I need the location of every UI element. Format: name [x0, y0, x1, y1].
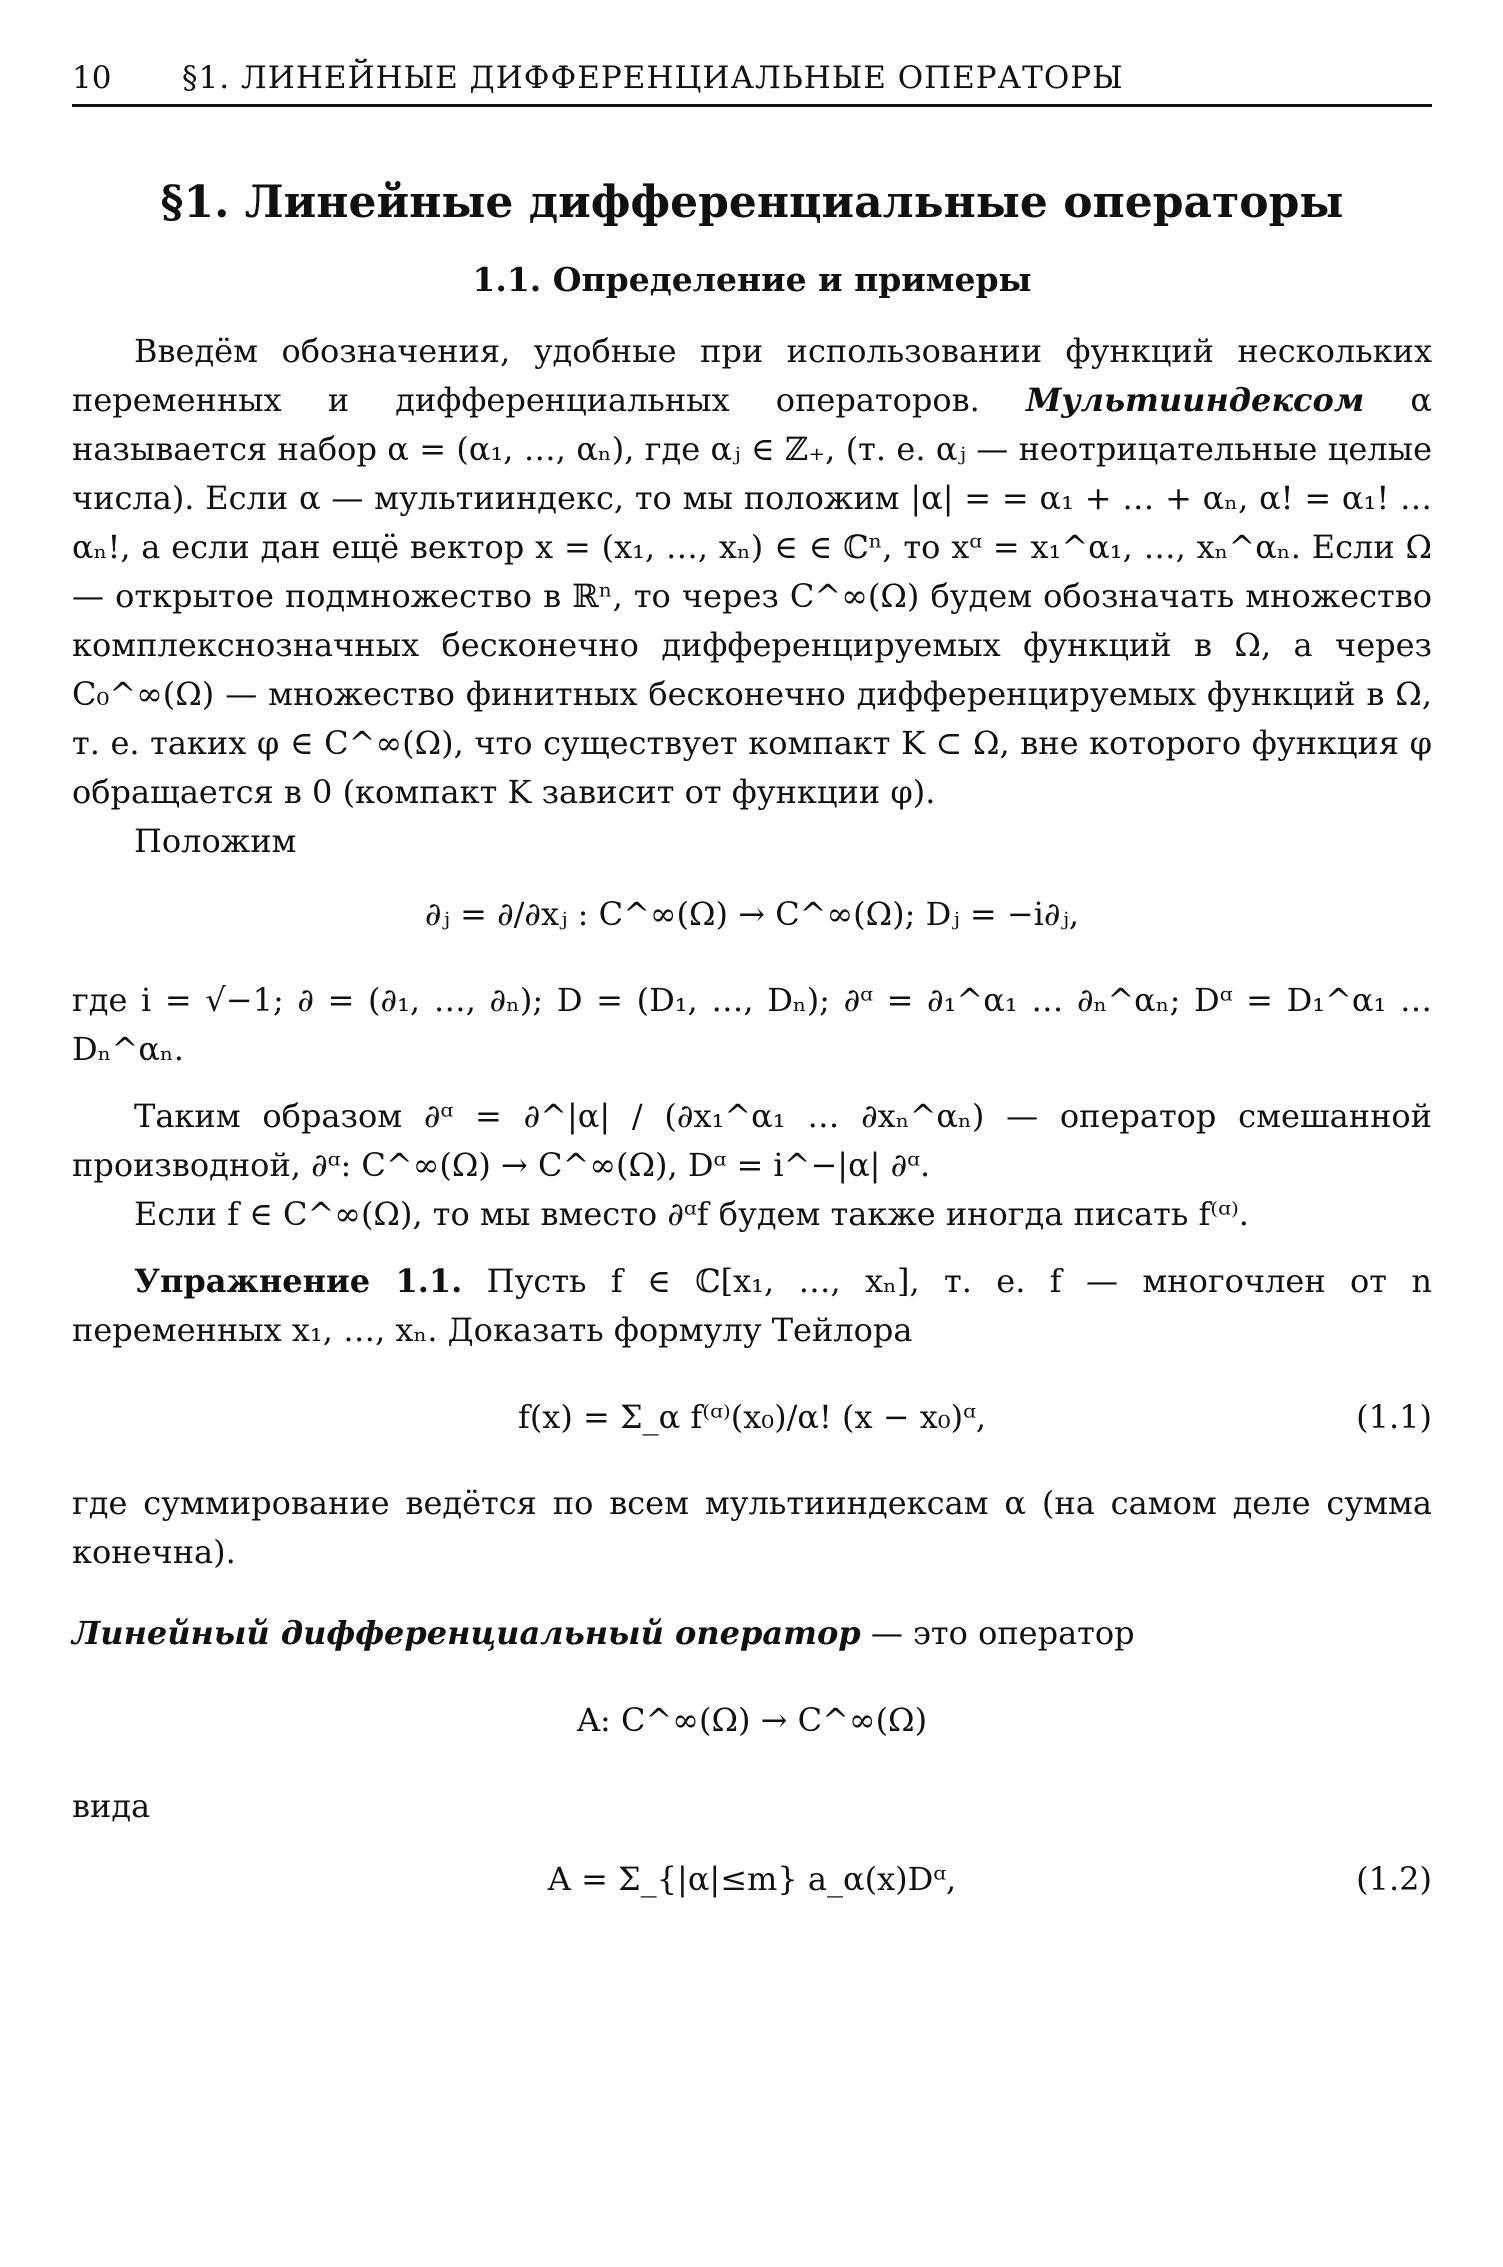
ldo-paragraph	[72, 1609, 1432, 1658]
running-title: §1. ЛИНЕЙНЫЕ ДИФФЕРЕНЦИАЛЬНЫЕ ОПЕРАТОРЫ	[182, 60, 1124, 96]
vida-text: вида	[72, 1787, 151, 1825]
page-number: 10	[72, 60, 112, 96]
equation-number-1-2: (1.2)	[1356, 1860, 1432, 1898]
polozhim-text: Положим	[134, 822, 297, 860]
if-paragraph: Если f ∈ C^∞(Ω), то мы вместо ∂ᵅf будем также иногда писать f⁽ᵅ⁾.	[134, 1195, 1249, 1233]
exercise-label: Упражнение 1.1.	[134, 1262, 463, 1300]
page	[72, 60, 1432, 1909]
running-head	[72, 60, 1432, 107]
formula-taylor	[72, 1387, 1432, 1447]
equation-number-1-1: (1.1)	[1356, 1398, 1432, 1436]
intro-text-2: α называется набор α = (α₁, …, αₙ), где αⱼ ∈ ℤ₊, (т. е. αⱼ — неотрицательные целые числа). Если α — мультииндекс, то мы положим |α| = = α₁ + … + αₙ, α! = α₁! … αₙ!, а если дан ещё вектор x = (x₁, …, xₙ) ∈ ∈ ℂⁿ, то xᵅ = x₁^α₁, …, xₙ^αₙ. Если Ω — открытое подмножество в ℝⁿ, то через C^∞(Ω) будем обозначать множество комплекснозначных бесконечно дифференцируемых функций в Ω, а через C₀^∞(Ω) — множество финитных бесконечно дифференцируемых функций в Ω, т. е. таких φ ∈ C^∞(Ω), что существует компакт K ⊂ Ω, вне которого функция φ обращается в 0 (компакт K зависит от функции φ).	[72, 381, 1433, 811]
formula-partial-def: ∂ⱼ = ∂/∂xⱼ : C^∞(Ω) → C^∞(Ω); Dⱼ = −i∂ⱼ,	[424, 895, 1080, 933]
formula-operator-form	[72, 1849, 1432, 1909]
intro-paragraph	[72, 327, 1432, 817]
taylor-expression: f(x) = Σ_α f⁽ᵅ⁾(x₀)/α! (x − x₀)ᵅ,	[517, 1398, 987, 1436]
thus-paragraph: Таким образом ∂ᵅ = ∂^|α| / (∂x₁^α₁ … ∂xₙ^αₙ) — оператор смешанной производной, ∂ᵅ: C^∞(Ω) → C^∞(Ω), Dᵅ = i^−|α| ∂ᵅ.	[72, 1097, 1432, 1184]
sum-note: где суммирование ведётся по всем мультииндексам α (на самом деле сумма конечна).	[72, 1484, 1432, 1571]
formula-operator-map: A: C^∞(Ω) → C^∞(Ω)	[576, 1701, 928, 1739]
term-multiindex: Мультииндексом	[1025, 381, 1365, 419]
section-title: §1. Линейные дифференциальные операторы	[160, 177, 1344, 228]
where-paragraph: где i = √−1; ∂ = (∂₁, …, ∂ₙ); D = (D₁, …, Dₙ); ∂ᵅ = ∂₁^α₁ … ∂ₙ^αₙ; Dᵅ = D₁^α₁ … Dₙ^αₙ.	[72, 981, 1432, 1068]
exercise-text: Пусть f ∈ ℂ[x₁, …, xₙ], т. е. f — многочлен от n переменных x₁, …, xₙ. Доказать формулу Тейлора	[72, 1262, 1433, 1349]
intro-text-1: Введём обозначения, удобные при использовании функций нескольких переменных и дифференциальных операторов.	[72, 332, 1432, 419]
subsection-title: 1.1. Определение и примеры	[472, 260, 1032, 299]
operator-form-expression: A = Σ_{|α|≤m} a_α(x)Dᵅ,	[547, 1860, 957, 1898]
ldo-text: — это оператор	[870, 1614, 1135, 1652]
term-ldo: Линейный дифференциальный оператор	[72, 1614, 861, 1652]
exercise-paragraph	[72, 1257, 1432, 1355]
